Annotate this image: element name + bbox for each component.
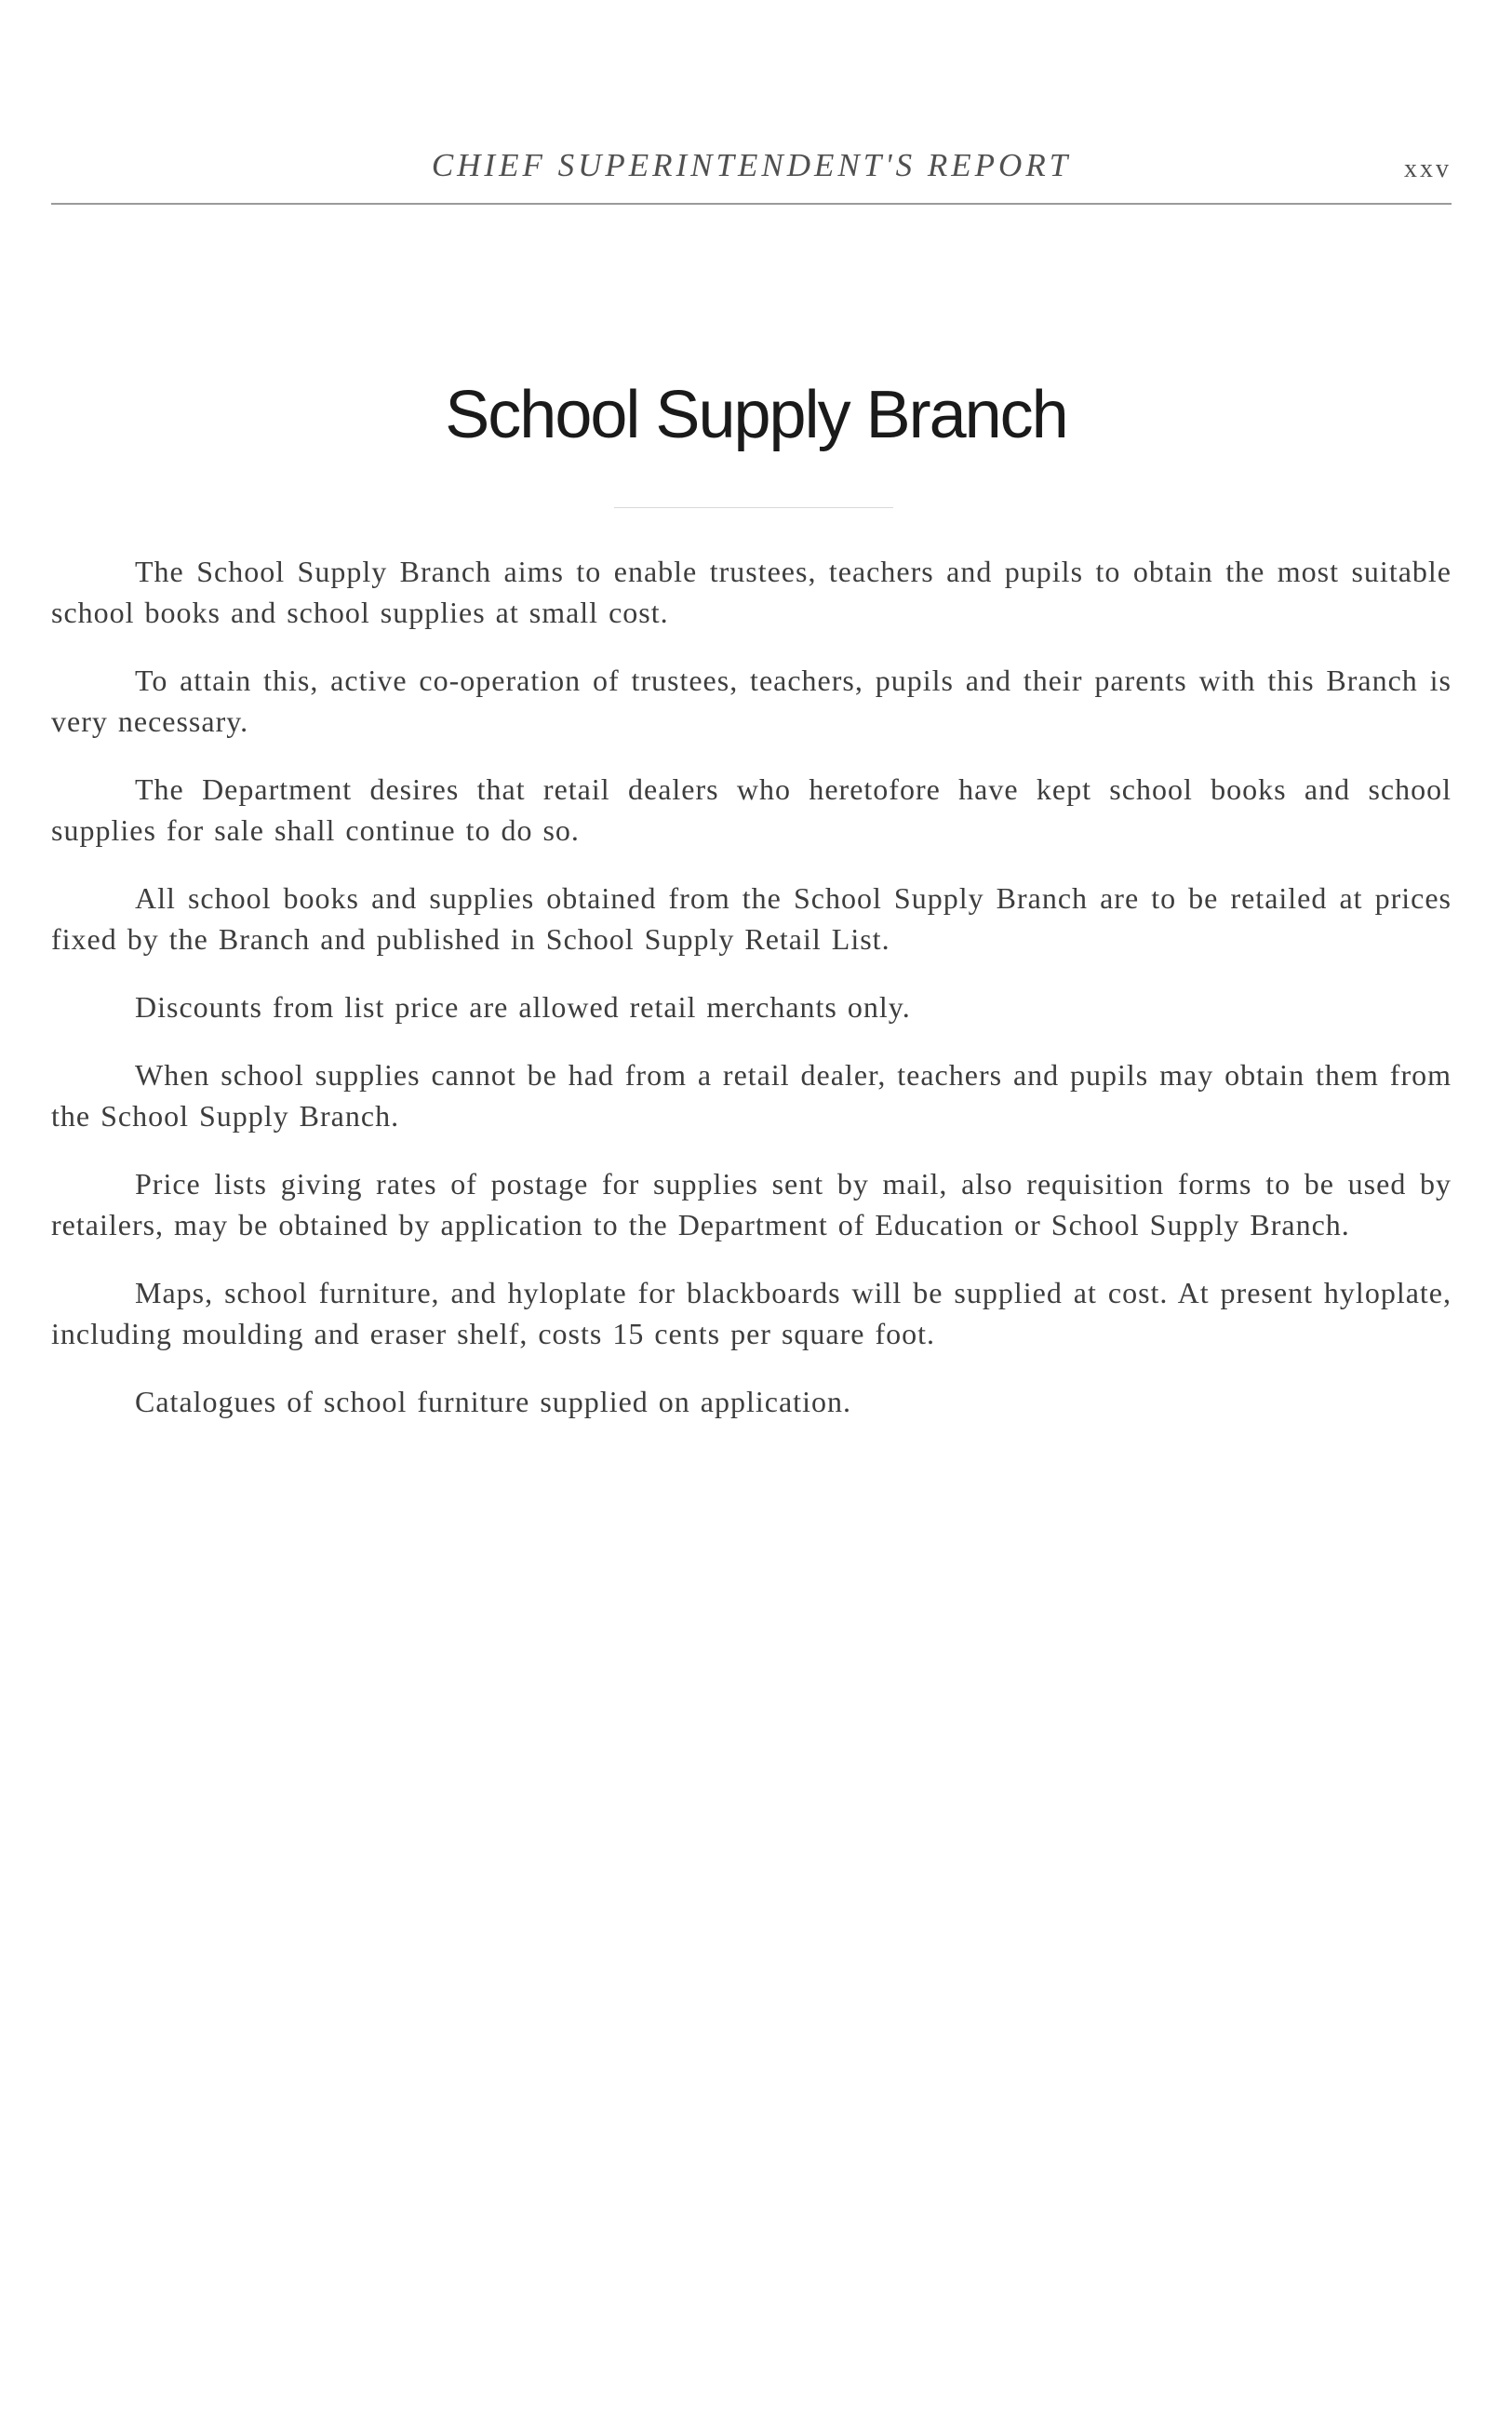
page-title: School Supply Branch [445,378,1067,452]
paragraph-retail-dealers: The Department desires that retail dealers who heretofore have kept school books and school supplies for sale shall continue to do so. [51,772,1452,847]
paragraph-catalogues: Catalogues of school furniture supplied on application. [135,1385,851,1418]
title-divider [614,507,893,508]
paragraph-retail-prices: All school books and supplies obtained from the School Supply Branch are to be retailed at prices fixed by the Branch and published in School Supply Retail List. [51,881,1452,956]
paragraph-maps-hyloplate: Maps, school furniture, and hyloplate for blackboards will be supplied at cost. At present hyloplate, including moulding and eraser shelf, costs 15 cents per square foot. [51,1276,1452,1350]
paragraph-discounts: Discounts from list price are allowed retail merchants only. [135,990,911,1024]
running-head [51,147,1452,203]
paragraph-co-operation: To attain this, active co-operation of trustees, teachers, pupils and their parents with this Branch is very necessary. [51,664,1452,738]
page-number: xxv [1404,154,1452,183]
paragraph-direct-supply: When school supplies cannot be had from a retail dealer, teachers and pupils may obtain them from the School Supply Branch. [51,1058,1452,1133]
body-text [51,551,1452,1449]
paragraph-aims: The School Supply Branch aims to enable trustees, teachers and pupils to obtain the most suitable school books and school supplies at small cost. [51,555,1452,629]
paragraph-price-lists: Price lists giving rates of postage for supplies sent by mail, also requisition forms to be used by retailers, may be obtained by application to the Department of Education or School Supply Branch. [51,1167,1452,1241]
running-title: CHIEF SUPERINTENDENT'S REPORT [431,147,1072,183]
header-divider [51,203,1452,205]
